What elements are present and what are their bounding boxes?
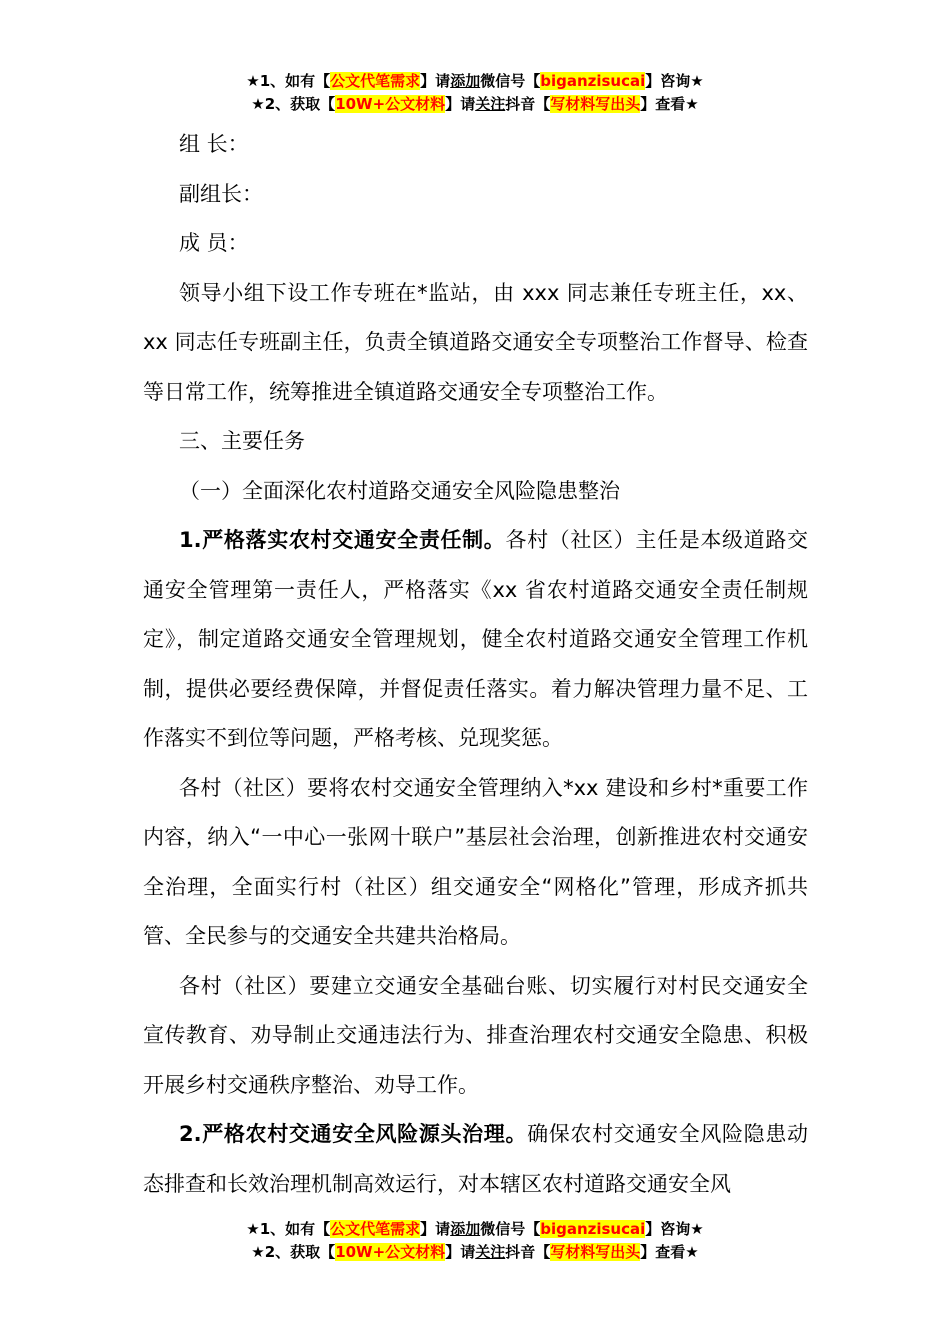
header-banner-line-1: ★1、如有【公文代笔需求】请添加微信号【biganzisucai】咨询★ [246, 72, 704, 90]
paragraph-task-2: 2.严格农村交通安全风险源头治理。确保农村交通安全风险隐患动态排查和长效治理机制高效运行，对本辖区农村道路交通安全风 [143, 1122, 808, 1196]
highlight-materials: 10W+公文材料 [335, 95, 446, 113]
document-body [143, 120, 808, 1209]
paragraph-team-leader: 组 长： [179, 132, 249, 156]
task-2-title: 2.严格农村交通安全风险源头治理。 [179, 1122, 528, 1146]
section-heading-main-tasks: 三、主要任务 [179, 429, 305, 453]
highlight-service: 公文代笔需求 [330, 1220, 421, 1238]
task-1-title: 1.严格落实农村交通安全责任制。 [179, 528, 506, 552]
header-banner [0, 70, 950, 116]
highlight-materials: 10W+公文材料 [335, 1243, 446, 1261]
paragraph-village-ledger: 各村（社区）要建立交通安全基础台账、切实履行对村民交通安全宣传教育、劝导制止交通违法行为、排查治理农村交通安全隐患、积极开展乡村交通秩序整治、劝导工作。 [143, 973, 808, 1097]
header-banner-line-2: ★2、获取【10W+公文材料】请关注抖音【写材料写出头】查看★ [251, 95, 699, 113]
footer-banner-line-1: ★1、如有【公文代笔需求】请添加微信号【biganzisucai】咨询★ [246, 1220, 704, 1238]
highlight-douyin-id: 写材料写出头 [550, 1243, 641, 1261]
highlight-wechat-id: biganzisucai [540, 72, 646, 90]
footer-banner-line-2: ★2、获取【10W+公文材料】请关注抖音【写材料写出头】查看★ [251, 1243, 699, 1261]
paragraph-members: 成 员： [179, 231, 249, 255]
highlight-douyin-id: 写材料写出头 [550, 95, 641, 113]
paragraph-deputy-leader: 副组长： [179, 181, 263, 206]
subsection-heading-1: （一）全面深化农村道路交通安全风险隐患整治 [179, 478, 620, 503]
paragraph-village-management: 各村（社区）要将农村交通安全管理纳入*xx 建设和乡村*重要工作内容，纳入“一中心一张网十联户”基层社会治理，创新推进农村交通安全治理，全面实行村（社区）组交通安全“网格化”管理，形成齐抓共管、全民参与的交通安全共建共治格局。 [143, 775, 808, 948]
paragraph-task-1: 1.严格落实农村交通安全责任制。各村（社区）主任是本级道路交通安全管理第一责任人，严格落实《xx 省农村道路交通安全责任制规定》，制定道路交通安全管理规划，健全农村道路交通安全管理工作机制，提供必要经费保障，并督促责任落实。着力解决管理力量不足、工作落实不到位等问题，严格考核、兑现奖惩。 [143, 528, 808, 750]
highlight-wechat-id: biganzisucai [540, 1220, 646, 1238]
paragraph-work-team: 领导小组下设工作专班在*监站，由 xxx 同志兼任专班主任，xx、xx 同志任专班副主任，负责全镇道路交通安全专项整治工作督导、检查等日常工作，统筹推进全镇道路交通安全专项整治工作。 [143, 280, 808, 404]
highlight-service: 公文代笔需求 [330, 72, 421, 90]
footer-banner [0, 1218, 950, 1264]
